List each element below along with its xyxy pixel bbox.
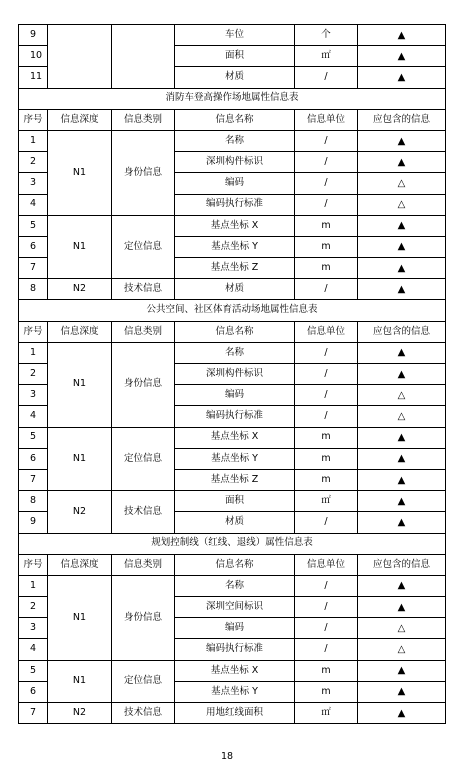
seq-cell: 5 <box>19 215 48 236</box>
info-name-cell: 基点坐标 Z <box>175 469 295 490</box>
column-header-name: 信息名称 <box>175 321 295 342</box>
info-name-cell: 深圳空间标识 <box>175 597 295 618</box>
info-unit-cell: / <box>295 512 358 533</box>
column-header-req: 应包含的信息 <box>358 321 446 342</box>
seq-cell: 2 <box>19 597 48 618</box>
required-cell: ▲ <box>358 215 446 236</box>
section-title-row <box>19 88 446 109</box>
info-unit-cell: / <box>295 279 358 300</box>
info-unit-cell: / <box>295 364 358 385</box>
info-name-cell: 基点坐标 X <box>175 215 295 236</box>
category-cell: 身份信息 <box>112 575 175 660</box>
info-name-cell: 编码 <box>175 618 295 639</box>
column-header-unit: 信息单位 <box>295 554 358 575</box>
info-unit-cell: ㎡ <box>295 703 358 724</box>
column-header-unit: 信息单位 <box>295 109 358 130</box>
section-title-row <box>19 300 446 321</box>
info-unit-cell: m <box>295 236 358 257</box>
table-row <box>19 130 446 151</box>
seq-cell: 5 <box>19 427 48 448</box>
info-unit-cell: / <box>295 575 358 596</box>
required-cell: ▲ <box>358 236 446 257</box>
column-header-depth: 信息深度 <box>48 321 112 342</box>
required-cell: ▲ <box>358 448 446 469</box>
info-name-cell: 材质 <box>175 67 295 88</box>
info-unit-cell: / <box>295 385 358 406</box>
seq-cell: 1 <box>19 342 48 363</box>
category-cell: 技术信息 <box>112 703 175 724</box>
info-name-cell: 编码执行标准 <box>175 639 295 660</box>
required-cell: △ <box>358 406 446 427</box>
info-name-cell: 面积 <box>175 46 295 67</box>
column-header-unit: 信息单位 <box>295 321 358 342</box>
required-cell: ▲ <box>358 152 446 173</box>
depth-cell: N1 <box>48 575 112 660</box>
seq-cell: 1 <box>19 130 48 151</box>
seq-cell: 4 <box>19 194 48 215</box>
required-cell: ▲ <box>358 469 446 490</box>
required-cell: △ <box>358 173 446 194</box>
info-name-cell: 名称 <box>175 342 295 363</box>
required-cell: ▲ <box>358 427 446 448</box>
info-name-cell: 编码 <box>175 173 295 194</box>
info-name-cell: 基点坐标 Y <box>175 236 295 257</box>
table-row <box>19 215 446 236</box>
header-row <box>19 109 446 130</box>
required-cell: ▲ <box>358 491 446 512</box>
column-header-seq: 序号 <box>19 109 48 130</box>
required-cell: ▲ <box>358 46 446 67</box>
depth-cell: N1 <box>48 342 112 427</box>
seq-cell: 8 <box>19 279 48 300</box>
info-name-cell: 基点坐标 Y <box>175 448 295 469</box>
seq-cell: 9 <box>19 25 48 46</box>
seq-cell: 4 <box>19 406 48 427</box>
depth-cell: N2 <box>48 491 112 533</box>
depth-cell: N2 <box>48 703 112 724</box>
required-cell: △ <box>358 385 446 406</box>
column-header-category: 信息类别 <box>112 321 175 342</box>
table-row <box>19 279 446 300</box>
info-name-cell: 深圳构件标识 <box>175 152 295 173</box>
info-name-cell: 名称 <box>175 130 295 151</box>
seq-cell: 1 <box>19 575 48 596</box>
table-row <box>19 660 446 681</box>
category-cell: 技术信息 <box>112 279 175 300</box>
info-name-cell: 基点坐标 X <box>175 427 295 448</box>
seq-cell: 10 <box>19 46 48 67</box>
info-unit-cell: m <box>295 215 358 236</box>
attribute-info-table <box>18 24 446 724</box>
required-cell: ▲ <box>358 25 446 46</box>
seq-cell: 11 <box>19 67 48 88</box>
section-title: 规划控制线（红线、退线）属性信息表 <box>19 533 446 554</box>
info-unit-cell: / <box>295 130 358 151</box>
seq-cell: 9 <box>19 512 48 533</box>
required-cell: ▲ <box>358 703 446 724</box>
info-unit-cell: m <box>295 469 358 490</box>
required-cell: △ <box>358 618 446 639</box>
info-name-cell: 材质 <box>175 512 295 533</box>
seq-cell: 6 <box>19 236 48 257</box>
info-unit-cell: ㎡ <box>295 491 358 512</box>
category-cell: 定位信息 <box>112 215 175 279</box>
info-unit-cell: 个 <box>295 25 358 46</box>
info-name-cell: 编码执行标准 <box>175 194 295 215</box>
info-unit-cell: / <box>295 618 358 639</box>
info-unit-cell: ㎡ <box>295 46 358 67</box>
depth-cell: N1 <box>48 660 112 702</box>
info-unit-cell: / <box>295 342 358 363</box>
seq-cell: 6 <box>19 681 48 702</box>
seq-cell: 3 <box>19 618 48 639</box>
seq-cell: 8 <box>19 491 48 512</box>
required-cell: △ <box>358 194 446 215</box>
info-unit-cell: m <box>295 448 358 469</box>
category-cell: 定位信息 <box>112 660 175 702</box>
required-cell: ▲ <box>358 512 446 533</box>
seq-cell: 6 <box>19 448 48 469</box>
info-unit-cell: m <box>295 660 358 681</box>
info-name-cell: 编码 <box>175 385 295 406</box>
category-cell: 技术信息 <box>112 491 175 533</box>
seq-cell: 3 <box>19 173 48 194</box>
info-unit-cell: m <box>295 681 358 702</box>
required-cell: ▲ <box>358 279 446 300</box>
seq-cell: 7 <box>19 703 48 724</box>
required-cell: △ <box>358 639 446 660</box>
required-cell: ▲ <box>358 681 446 702</box>
required-cell: ▲ <box>358 364 446 385</box>
info-unit-cell: / <box>295 67 358 88</box>
info-unit-cell: m <box>295 427 358 448</box>
category-cell: 身份信息 <box>112 130 175 215</box>
required-cell: ▲ <box>358 67 446 88</box>
info-unit-cell: / <box>295 194 358 215</box>
required-cell: ▲ <box>358 597 446 618</box>
info-name-cell: 材质 <box>175 279 295 300</box>
header-row <box>19 321 446 342</box>
column-header-name: 信息名称 <box>175 554 295 575</box>
info-name-cell: 基点坐标 Y <box>175 681 295 702</box>
table-row <box>19 25 446 46</box>
required-cell: ▲ <box>358 660 446 681</box>
depth-cell: N2 <box>48 279 112 300</box>
column-header-name: 信息名称 <box>175 109 295 130</box>
column-header-depth: 信息深度 <box>48 109 112 130</box>
info-unit-cell: / <box>295 173 358 194</box>
info-name-cell: 车位 <box>175 25 295 46</box>
table-row <box>19 575 446 596</box>
info-unit-cell: / <box>295 406 358 427</box>
section-title: 消防车登高操作场地属性信息表 <box>19 88 446 109</box>
required-cell: ▲ <box>358 342 446 363</box>
info-name-cell: 基点坐标 Z <box>175 258 295 279</box>
seq-cell: 5 <box>19 660 48 681</box>
column-header-category: 信息类别 <box>112 109 175 130</box>
section-title-row <box>19 533 446 554</box>
column-header-req: 应包含的信息 <box>358 554 446 575</box>
table-row <box>19 491 446 512</box>
info-unit-cell: / <box>295 597 358 618</box>
depth-cell: N1 <box>48 130 112 215</box>
depth-cell: N1 <box>48 427 112 491</box>
info-name-cell: 用地红线面积 <box>175 703 295 724</box>
column-header-seq: 序号 <box>19 321 48 342</box>
seq-cell: 7 <box>19 258 48 279</box>
info-name-cell: 编码执行标准 <box>175 406 295 427</box>
seq-cell: 7 <box>19 469 48 490</box>
page-number: 18 <box>220 751 234 762</box>
table-row <box>19 427 446 448</box>
table-row <box>19 342 446 363</box>
seq-cell: 4 <box>19 639 48 660</box>
column-header-category: 信息类别 <box>112 554 175 575</box>
category-cell: 身份信息 <box>112 342 175 427</box>
required-cell: ▲ <box>358 575 446 596</box>
column-header-depth: 信息深度 <box>48 554 112 575</box>
column-header-req: 应包含的信息 <box>358 109 446 130</box>
depth-cell <box>48 25 112 89</box>
table-row <box>19 703 446 724</box>
seq-cell: 3 <box>19 385 48 406</box>
info-unit-cell: / <box>295 152 358 173</box>
depth-cell: N1 <box>48 215 112 279</box>
category-cell <box>112 25 175 89</box>
info-name-cell: 深圳构件标识 <box>175 364 295 385</box>
info-unit-cell: m <box>295 258 358 279</box>
seq-cell: 2 <box>19 364 48 385</box>
header-row <box>19 554 446 575</box>
info-name-cell: 面积 <box>175 491 295 512</box>
category-cell: 定位信息 <box>112 427 175 491</box>
info-name-cell: 名称 <box>175 575 295 596</box>
required-cell: ▲ <box>358 258 446 279</box>
info-unit-cell: / <box>295 639 358 660</box>
column-header-seq: 序号 <box>19 554 48 575</box>
required-cell: ▲ <box>358 130 446 151</box>
section-title: 公共空间、社区体育活动场地属性信息表 <box>19 300 446 321</box>
seq-cell: 2 <box>19 152 48 173</box>
info-name-cell: 基点坐标 X <box>175 660 295 681</box>
